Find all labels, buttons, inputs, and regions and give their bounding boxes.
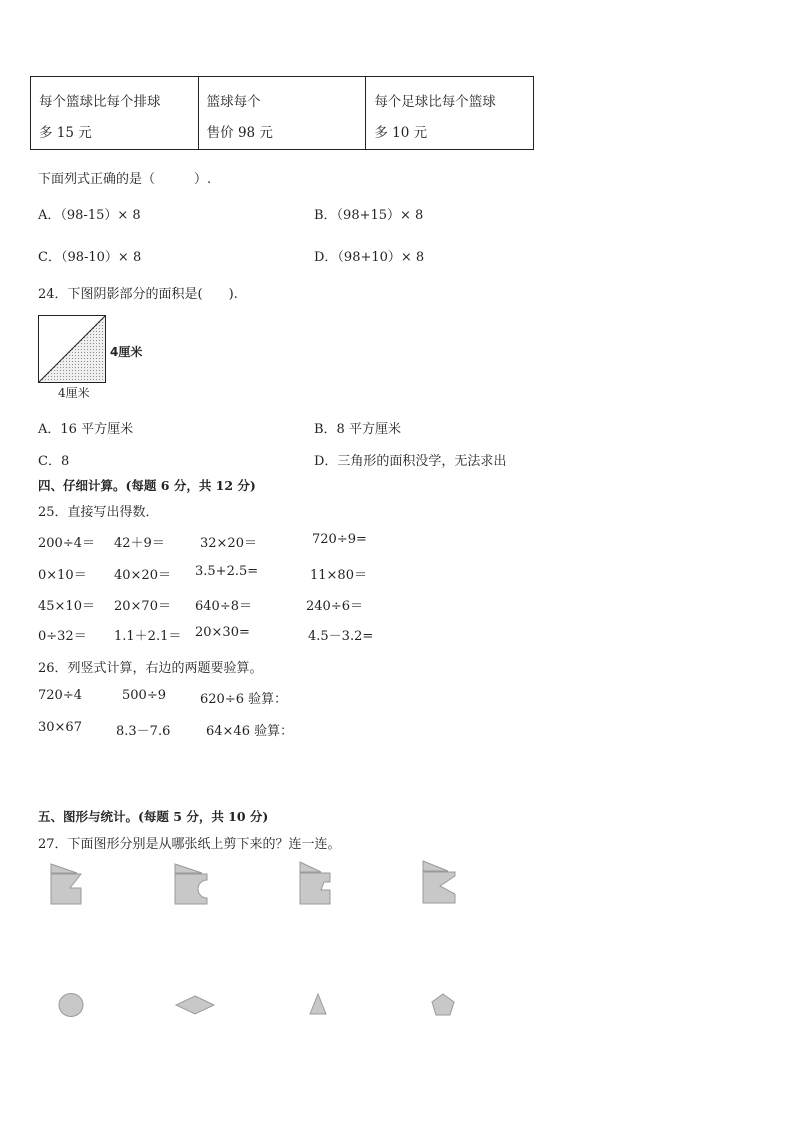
calc-item: 3.5+2.5= [195,564,259,579]
q24-option-b[interactable]: B．8 平方厘米 [314,422,401,437]
calc-item: 200÷4＝ [38,536,95,551]
calc-item: 1.1＋2.1＝ [114,629,182,644]
q26-prompt: 26．列竖式计算，右边的两题要验算。 [38,661,263,676]
q23-option-c[interactable]: C．（98-10）× 8 [38,250,142,265]
vertical-calc-item: 500÷9 [122,688,166,703]
side-length-label: 4厘米 [110,345,143,359]
section5-heading: 五、图形与统计。(每题 5 分，共 10 分) [38,809,269,824]
q23-option-d[interactable]: D．（98+10）× 8 [314,250,425,265]
info-table [30,76,534,150]
vertical-calc-item: 720÷4 [38,688,82,703]
q23-option-a[interactable]: A．（98-15）× 8 [38,208,141,223]
table-row [31,77,534,150]
circle-shape[interactable] [56,991,86,1019]
calc-item: 720÷9= [312,532,367,547]
pentagon-shape[interactable] [429,992,457,1018]
calc-item: 11×80＝ [310,568,367,583]
calc-item: 42＋9＝ [114,536,165,551]
calc-item: 240÷6＝ [306,599,363,614]
triangle-shape[interactable] [307,992,329,1016]
bottom-length-label: 4厘米 [58,386,90,400]
q23-prompt: 下面列式正确的是（ ）. [38,172,212,187]
vertical-calc-item: 64×46 验算： [206,724,294,739]
q25-prompt: 25．直接写出得数． [38,505,159,520]
calc-item: 32×20＝ [200,536,257,551]
calc-item: 640÷8＝ [195,599,252,614]
q27-prompt: 27．下面图形分别是从哪张纸上剪下来的？连一连。 [38,837,341,852]
paper-piece-4[interactable] [420,858,458,908]
q24-option-c[interactable]: C．8 [38,454,70,469]
q23-option-b[interactable]: B．（98+15）× 8 [314,208,424,223]
vertical-calc-item: 8.3－7.6 [116,724,171,739]
calc-item: 0÷32＝ [38,629,87,644]
paper-piece-3[interactable] [297,858,333,908]
table-cell-basketball-vs-volleyball: 每个篮球比每个排球 多 15 元 [31,77,199,150]
table-cell-football-vs-basketball: 每个足球比每个篮球 多 10 元 [366,77,534,150]
vertical-calc-item: 30×67 [38,720,82,735]
calc-item: 20×30= [195,625,250,640]
rhombus-shape[interactable] [174,994,216,1016]
paper-piece-2[interactable] [172,860,212,908]
paper-piece-1[interactable] [48,860,84,908]
q24-option-a[interactable]: A．16 平方厘米 [38,422,134,437]
vertical-calc-item: 620÷6 验算： [200,692,288,707]
q24-option-d[interactable]: D．三角形的面积没学，无法求出 [314,454,507,469]
calc-item: 4.5－3.2= [308,629,374,644]
calc-item: 0×10＝ [38,568,87,583]
shaded-square-figure [38,315,106,383]
calc-item: 45×10＝ [38,599,95,614]
section4-heading: 四、仔细计算。(每题 6 分，共 12 分) [38,478,256,493]
q24-prompt: 24．下图阴影部分的面积是( ). [38,287,238,302]
calc-item: 40×20＝ [114,568,171,583]
table-cell-basketball-price: 篮球每个 售价 98 元 [198,77,366,150]
calc-item: 20×70＝ [114,599,171,614]
